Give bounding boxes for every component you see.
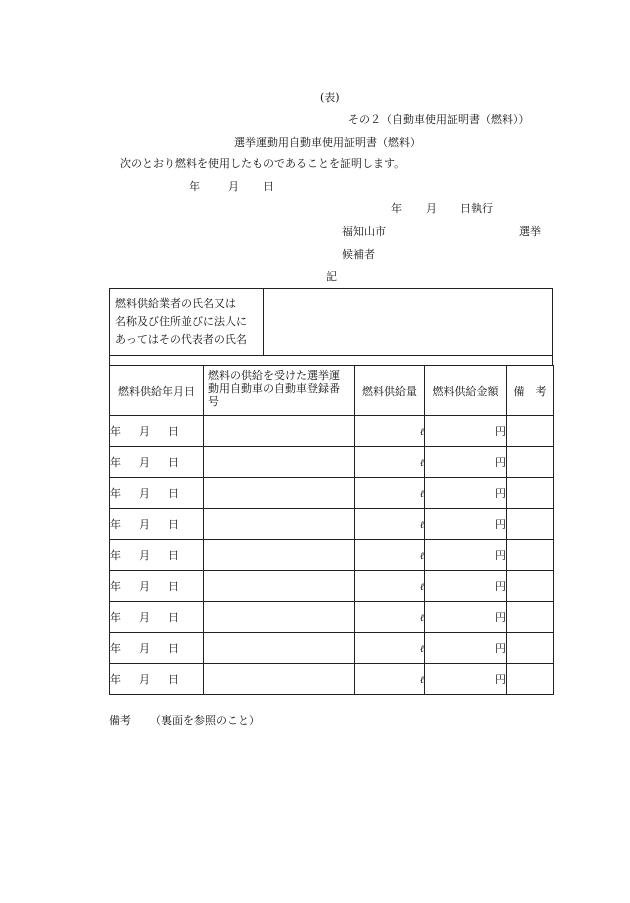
- election-date-year: 年: [391, 202, 402, 215]
- row-date-month: 月: [139, 425, 150, 438]
- row-vehicle-cell[interactable]: [204, 571, 355, 602]
- row-date-day: 日: [168, 673, 179, 686]
- election-date-month: 月: [426, 202, 437, 215]
- row-date-month: 月: [139, 549, 150, 562]
- row-date-month: 月: [139, 611, 150, 624]
- yen-unit: 円: [495, 549, 506, 562]
- row-date-year: 年: [110, 518, 121, 531]
- row-amount-cell[interactable]: [425, 571, 507, 602]
- row-amount-cell[interactable]: [425, 602, 507, 633]
- ki-label: 記: [326, 270, 337, 283]
- row-remarks-cell[interactable]: [507, 416, 554, 447]
- supplier-label-line: 燃料供給業者の氏名又は: [115, 297, 236, 310]
- row-date-year: 年: [110, 673, 121, 686]
- table-spacer: [109, 356, 553, 365]
- liter-unit: ℓ: [419, 488, 424, 500]
- liter-unit: ℓ: [419, 612, 424, 624]
- row-vehicle-cell[interactable]: [204, 447, 355, 478]
- row-date-year: 年: [110, 549, 121, 562]
- row-amount-cell[interactable]: [425, 664, 507, 695]
- supplier-value-field[interactable]: [264, 289, 553, 356]
- yen-unit: 円: [495, 518, 506, 531]
- table-row: [110, 478, 554, 509]
- liter-unit: ℓ: [419, 550, 424, 562]
- row-date-day: 日: [168, 487, 179, 500]
- row-vehicle-cell[interactable]: [204, 478, 355, 509]
- row-date-month: 月: [139, 518, 150, 531]
- city-name: 福知山市: [342, 225, 386, 238]
- row-amount-cell[interactable]: [425, 540, 507, 571]
- row-date-cell[interactable]: [110, 540, 204, 571]
- yen-unit: 円: [495, 611, 506, 624]
- row-date-month: 月: [139, 580, 150, 593]
- table-row: [110, 571, 554, 602]
- cert-date-year: 年: [189, 180, 200, 193]
- row-date-day: 日: [168, 456, 179, 469]
- row-date-month: 月: [139, 642, 150, 655]
- row-quantity-cell[interactable]: [355, 416, 425, 447]
- intro-text: 次のとおり燃料を使用したものであることを証明します。: [120, 157, 406, 170]
- yen-unit: 円: [495, 642, 506, 655]
- table-row: [110, 602, 554, 633]
- row-date-cell[interactable]: [110, 416, 204, 447]
- row-quantity-cell[interactable]: [355, 509, 425, 540]
- row-vehicle-cell[interactable]: [204, 602, 355, 633]
- header-date: 燃料供給年月日: [110, 366, 204, 416]
- row-remarks-cell[interactable]: [507, 571, 554, 602]
- row-remarks-cell[interactable]: [507, 447, 554, 478]
- row-date-cell[interactable]: [110, 633, 204, 664]
- liter-unit: ℓ: [419, 457, 424, 469]
- row-remarks-cell[interactable]: [507, 478, 554, 509]
- header-quantity: 燃料供給量: [355, 366, 425, 416]
- liter-unit: ℓ: [419, 426, 424, 438]
- liter-unit: ℓ: [419, 674, 424, 686]
- row-remarks-cell[interactable]: [507, 509, 554, 540]
- row-date-day: 日: [168, 518, 179, 531]
- liter-unit: ℓ: [419, 519, 424, 531]
- row-amount-cell[interactable]: [425, 447, 507, 478]
- header-remarks: 備 考: [507, 366, 554, 416]
- election-label: 選挙: [519, 225, 541, 238]
- supplier-label-line: あってはその代表者の氏名: [115, 333, 247, 346]
- row-quantity-cell[interactable]: [355, 540, 425, 571]
- row-vehicle-cell[interactable]: [204, 664, 355, 695]
- row-date-year: 年: [110, 580, 121, 593]
- supplier-label-line: 名称及び住所並びに法人に: [115, 315, 247, 328]
- row-date-day: 日: [168, 580, 179, 593]
- election-date-day: 日執行: [460, 202, 493, 215]
- row-amount-cell[interactable]: [425, 633, 507, 664]
- row-date-month: 月: [139, 456, 150, 469]
- table-row: [110, 540, 554, 571]
- fuel-table: [109, 365, 554, 695]
- row-vehicle-cell[interactable]: [204, 416, 355, 447]
- row-date-year: 年: [110, 456, 121, 469]
- row-date-day: 日: [168, 425, 179, 438]
- row-quantity-cell[interactable]: [355, 602, 425, 633]
- row-date-year: 年: [110, 642, 121, 655]
- row-date-cell[interactable]: [110, 602, 204, 633]
- row-date-month: 月: [139, 487, 150, 500]
- row-remarks-cell[interactable]: [507, 633, 554, 664]
- table-row: [110, 664, 554, 695]
- note-text: （裏面を参照のこと）: [150, 714, 260, 727]
- document-title: 選挙運動用自動車使用証明書（燃料）: [234, 136, 421, 149]
- row-date-month: 月: [139, 673, 150, 686]
- row-remarks-cell[interactable]: [507, 540, 554, 571]
- row-date-day: 日: [168, 611, 179, 624]
- row-vehicle-cell[interactable]: [204, 540, 355, 571]
- candidate-label: 候補者: [342, 248, 375, 261]
- cert-date-day: 日: [263, 180, 274, 193]
- row-date-day: 日: [168, 549, 179, 562]
- row-date-cell[interactable]: [110, 478, 204, 509]
- row-date-cell[interactable]: [110, 571, 204, 602]
- header-vehicle-line: 燃料の供給を受けた選挙運: [208, 369, 340, 382]
- table-row: [110, 416, 554, 447]
- table-row: [110, 633, 554, 664]
- liter-unit: ℓ: [419, 643, 424, 655]
- yen-unit: 円: [495, 487, 506, 500]
- row-date-cell[interactable]: [110, 509, 204, 540]
- table-row: [110, 509, 554, 540]
- row-vehicle-cell[interactable]: [204, 633, 355, 664]
- row-amount-cell[interactable]: [425, 478, 507, 509]
- liter-unit: ℓ: [419, 581, 424, 593]
- row-amount-cell[interactable]: [425, 509, 507, 540]
- header-vehicle-line: 号: [208, 395, 219, 408]
- table-row: [110, 447, 554, 478]
- row-date-year: 年: [110, 487, 121, 500]
- row-quantity-cell[interactable]: [355, 664, 425, 695]
- form-label: その２（自動車使用証明書（燃料））: [348, 113, 530, 126]
- supplier-table: [109, 288, 553, 356]
- row-date-cell[interactable]: [110, 664, 204, 695]
- yen-unit: 円: [495, 673, 506, 686]
- header-amount: 燃料供給金額: [425, 366, 507, 416]
- supplier-label: [110, 289, 264, 356]
- header-vehicle: [204, 366, 355, 416]
- side-label: (表): [320, 91, 340, 104]
- row-date-year: 年: [110, 611, 121, 624]
- cert-date-month: 月: [228, 180, 239, 193]
- row-remarks-cell[interactable]: [507, 602, 554, 633]
- row-remarks-cell[interactable]: [507, 664, 554, 695]
- row-date-day: 日: [168, 642, 179, 655]
- row-quantity-cell[interactable]: [355, 478, 425, 509]
- note-label: 備考: [109, 714, 131, 727]
- yen-unit: 円: [495, 456, 506, 469]
- row-amount-cell[interactable]: [425, 416, 507, 447]
- row-date-year: 年: [110, 425, 121, 438]
- yen-unit: 円: [495, 425, 506, 438]
- row-quantity-cell[interactable]: [355, 571, 425, 602]
- fuel-table-header: [110, 366, 554, 416]
- row-vehicle-cell[interactable]: [204, 509, 355, 540]
- row-quantity-cell[interactable]: [355, 633, 425, 664]
- row-quantity-cell[interactable]: [355, 447, 425, 478]
- row-date-cell[interactable]: [110, 447, 204, 478]
- yen-unit: 円: [495, 580, 506, 593]
- header-vehicle-line: 動用自動車の自動車登録番: [208, 382, 340, 395]
